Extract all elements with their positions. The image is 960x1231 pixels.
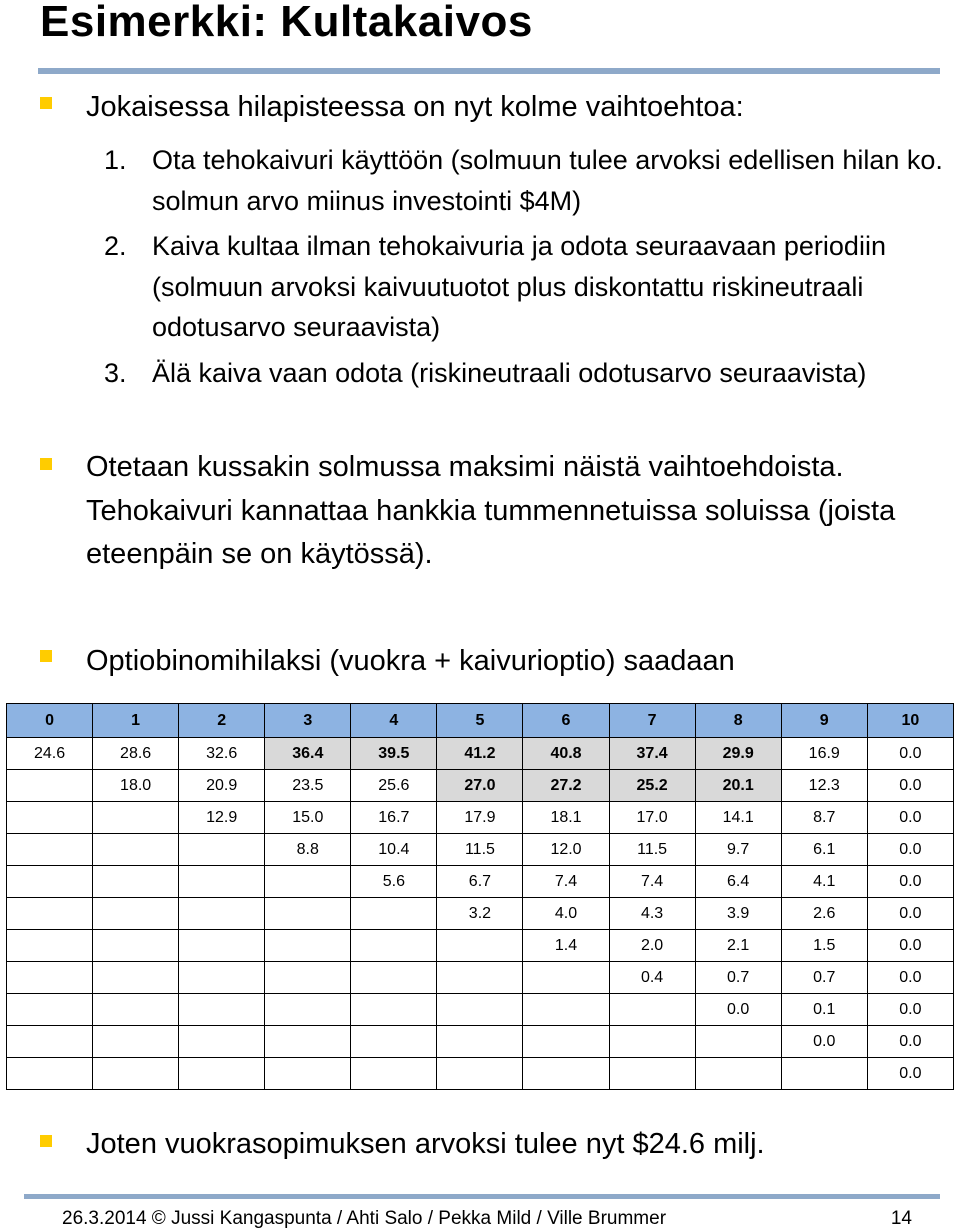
lattice-empty-cell [179,1058,265,1090]
lattice-cell: 24.6 [7,738,93,770]
lattice-empty-cell [265,994,351,1026]
lattice-empty-cell [179,866,265,898]
bullet-text-4: Joten vuokrasopimuksen arvoksi tulee nyt $24.6 milj. [86,1128,765,1160]
lattice-empty-cell [609,994,695,1026]
lattice-cell: 12.3 [781,770,867,802]
lattice-header-cell: 1 [93,704,179,738]
lattice-empty-cell [523,1058,609,1090]
option-text: Ota tehokaivuri käyttöön (solmuun tulee arvoksi edellisen hilan ko. solmun arvo miinus investointi $4M) [152,145,943,216]
lattice-empty-cell [7,770,93,802]
lattice-cell: 0.7 [781,962,867,994]
lattice-body [7,738,954,1090]
lattice-cell: 25.6 [351,770,437,802]
lattice-cell: 0.0 [867,770,953,802]
lattice-cell: 0.4 [609,962,695,994]
lattice-header-cell: 8 [695,704,781,738]
lattice-empty-cell [437,1026,523,1058]
lattice-cell: 36.4 [265,738,351,770]
lattice-empty-cell [179,898,265,930]
lattice-row [7,1026,954,1058]
lattice-cell: 0.0 [695,994,781,1026]
lattice-cell: 23.5 [265,770,351,802]
lattice-cell: 29.9 [695,738,781,770]
lattice-cell: 15.0 [265,802,351,834]
lattice-row [7,834,954,866]
lattice-empty-cell [179,1026,265,1058]
lattice-empty-cell [265,898,351,930]
option-text: Älä kaiva vaan odota (riskineutraali odotusarvo seuraavista) [152,357,867,388]
lattice-cell: 27.0 [437,770,523,802]
lattice-row [7,962,954,994]
lattice-cell: 8.7 [781,802,867,834]
lattice-header-cell: 7 [609,704,695,738]
lattice-empty-cell [523,1026,609,1058]
lattice-empty-cell [93,866,179,898]
lattice-cell: 16.7 [351,802,437,834]
lattice-cell: 2.1 [695,930,781,962]
lattice-cell: 41.2 [437,738,523,770]
lattice-empty-cell [351,898,437,930]
lattice-empty-cell [437,930,523,962]
lattice-cell: 39.5 [351,738,437,770]
option-item-2 [104,226,944,348]
lattice-row [7,994,954,1026]
lattice-empty-cell [437,994,523,1026]
lattice-empty-cell [351,1026,437,1058]
lattice-empty-cell [7,866,93,898]
lattice-cell: 8.8 [265,834,351,866]
lattice-empty-cell [265,1058,351,1090]
lattice-empty-cell [93,930,179,962]
option-number: 3. [104,357,127,388]
lattice-cell: 3.9 [695,898,781,930]
lattice-empty-cell [523,962,609,994]
lattice-cell: 12.0 [523,834,609,866]
lattice-header-cell: 3 [265,704,351,738]
lattice-cell: 4.1 [781,866,867,898]
lattice-empty-cell [265,1026,351,1058]
bullet-text-3: Optiobinomihilaksi (vuokra + kaivurioptio) saadaan [86,645,735,677]
lattice-cell: 7.4 [609,866,695,898]
lattice-empty-cell [179,834,265,866]
lattice-cell: 10.4 [351,834,437,866]
lattice-cell: 2.0 [609,930,695,962]
lattice-empty-cell [179,962,265,994]
lattice-empty-cell [93,1026,179,1058]
lattice-cell: 40.8 [523,738,609,770]
lattice-empty-cell [781,1058,867,1090]
lattice-cell: 6.7 [437,866,523,898]
lattice-empty-cell [93,834,179,866]
option-item-1 [104,140,944,221]
lattice-empty-cell [179,930,265,962]
lattice-empty-cell [695,1058,781,1090]
lattice-row [7,770,954,802]
lattice-cell: 12.9 [179,802,265,834]
lattice-header-cell: 6 [523,704,609,738]
lattice-empty-cell [351,994,437,1026]
lattice-cell: 11.5 [437,834,523,866]
lattice-empty-cell [7,898,93,930]
bullet-marker [40,1135,52,1147]
page-number: 14 [890,1208,912,1229]
footer-divider [24,1194,940,1199]
lattice-row [7,1058,954,1090]
lattice-cell: 9.7 [695,834,781,866]
lattice-cell: 20.1 [695,770,781,802]
bullet-text-2: Otetaan kussakin solmussa maksimi näistä vaihtoehdoista. Tehokaivuri kannattaa hankkia tummennetuissa soluissa (joista eteenpäin se on käytössä). [86,451,896,570]
lattice-empty-cell [7,1058,93,1090]
footer [62,1208,912,1230]
lattice-empty-cell [93,1058,179,1090]
lattice-empty-cell [265,866,351,898]
lattice-row [7,930,954,962]
lattice-cell: 17.9 [437,802,523,834]
lattice-header-cell: 5 [437,704,523,738]
lattice-header-cell: 10 [867,704,953,738]
lattice-cell: 0.0 [867,1058,953,1090]
lattice-cell: 18.1 [523,802,609,834]
option-text: Kaiva kultaa ilman tehokaivuria ja odota seuraavaan periodiin (solmuun arvoksi kaivuutuotot plus diskontattu riskineutraali odotusarvo seuraavista) [152,231,886,342]
lattice-empty-cell [7,930,93,962]
lattice-empty-cell [351,962,437,994]
options-list [104,140,944,398]
lattice-cell: 0.0 [867,802,953,834]
option-number: 2. [104,231,127,261]
lattice-row [7,802,954,834]
lattice-empty-cell [7,962,93,994]
lattice-header-cell: 9 [781,704,867,738]
lattice-cell: 0.0 [867,898,953,930]
lattice-cell: 14.1 [695,802,781,834]
lattice-cell: 0.0 [867,962,953,994]
option-lattice-table [6,703,954,1090]
lattice-empty-cell [351,930,437,962]
lattice-cell: 11.5 [609,834,695,866]
lattice-cell: 0.1 [781,994,867,1026]
lattice-cell: 0.0 [867,930,953,962]
lattice-empty-cell [265,962,351,994]
lattice-cell: 0.7 [695,962,781,994]
lattice-header-cell: 0 [7,704,93,738]
lattice-empty-cell [93,962,179,994]
lattice-cell: 28.6 [93,738,179,770]
bullet-marker [40,650,52,662]
option-item-3 [104,353,944,394]
lattice-empty-cell [179,994,265,1026]
lattice-cell: 2.6 [781,898,867,930]
lattice-empty-cell [265,930,351,962]
lattice-header-cell: 2 [179,704,265,738]
lattice-empty-cell [609,1026,695,1058]
lattice-cell: 1.4 [523,930,609,962]
lattice-cell: 25.2 [609,770,695,802]
lattice-empty-cell [7,834,93,866]
lattice-empty-cell [7,1026,93,1058]
lattice-cell: 1.5 [781,930,867,962]
bullet-text-1: Jokaisessa hilapisteessa on nyt kolme vaihtoehtoa: [86,91,744,123]
lattice-empty-cell [7,994,93,1026]
lattice-cell: 0.0 [781,1026,867,1058]
footer-credits: 26.3.2014 © Jussi Kangaspunta / Ahti Salo / Pekka Mild / Ville Brummer [62,1208,667,1229]
lattice-cell: 32.6 [179,738,265,770]
lattice-cell: 3.2 [437,898,523,930]
bullet-marker [40,97,52,109]
lattice-empty-cell [437,962,523,994]
lattice-empty-cell [7,802,93,834]
lattice-header-cell: 4 [351,704,437,738]
lattice-cell: 17.0 [609,802,695,834]
lattice-empty-cell [93,994,179,1026]
lattice-row [7,866,954,898]
lattice-empty-cell [609,1058,695,1090]
option-number: 1. [104,145,127,175]
lattice-cell: 4.3 [609,898,695,930]
lattice-row [7,898,954,930]
lattice-cell: 0.0 [867,866,953,898]
lattice-empty-cell [93,898,179,930]
lattice-empty-cell [351,1058,437,1090]
title-divider [38,68,940,74]
lattice-cell: 37.4 [609,738,695,770]
lattice-cell: 18.0 [93,770,179,802]
lattice-cell: 20.9 [179,770,265,802]
lattice-empty-cell [523,994,609,1026]
lattice-empty-cell [93,802,179,834]
slide-title: Esimerkki: Kultakaivos [40,0,533,46]
bullet-marker [40,458,52,470]
lattice-cell: 0.0 [867,994,953,1026]
lattice-cell: 7.4 [523,866,609,898]
lattice-cell: 6.4 [695,866,781,898]
lattice-row [7,738,954,770]
lattice-cell: 27.2 [523,770,609,802]
lattice-empty-cell [437,1058,523,1090]
lattice-empty-cell [695,1026,781,1058]
lattice-cell: 6.1 [781,834,867,866]
lattice-cell: 5.6 [351,866,437,898]
lattice-cell: 4.0 [523,898,609,930]
lattice-cell: 16.9 [781,738,867,770]
lattice-cell: 0.0 [867,738,953,770]
lattice-cell: 0.0 [867,834,953,866]
lattice-cell: 0.0 [867,1026,953,1058]
lattice-header-row [7,704,954,738]
